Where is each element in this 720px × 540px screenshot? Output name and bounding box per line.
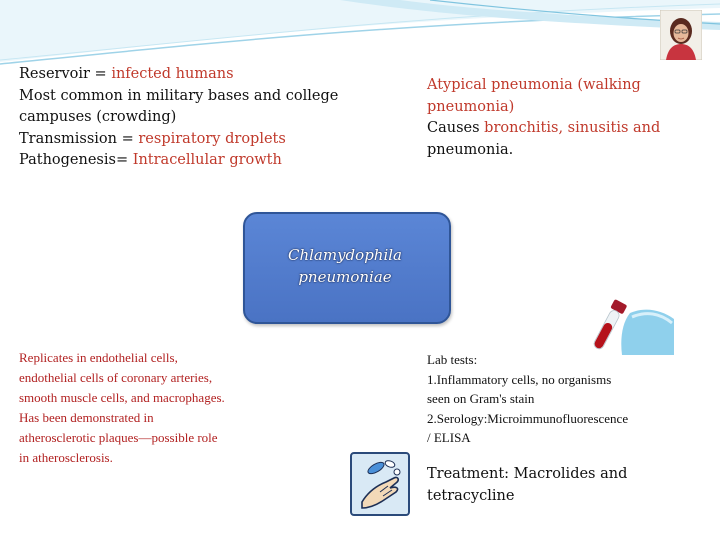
replication-block	[19, 348, 319, 468]
lab-line: seen on Gram's stain	[427, 391, 535, 406]
walking-pneumonia-line: pneumonia)	[427, 98, 515, 115]
transmission-label: Transmission =	[19, 130, 139, 147]
atypical-pneumonia-line: Atypical pneumonia (walking	[427, 77, 641, 93]
lab-line: 2.Serology:Microimmunofluorescence	[427, 410, 629, 426]
pill-hand-icon	[350, 452, 410, 516]
common-location-line: Most common in military bases and college	[19, 87, 339, 104]
pathogenesis-value: Intracellular growth	[132, 152, 282, 168]
lab-tests-block	[427, 350, 707, 448]
reservoir-transmission-block	[19, 64, 399, 172]
crowding-line: campuses (crowding)	[19, 109, 177, 125]
treatment-line: Treatment: Macrolides and	[427, 466, 628, 482]
blood-tube-icon	[560, 293, 678, 355]
transmission-value: respiratory droplets	[138, 130, 286, 147]
treatment-block	[427, 463, 707, 507]
organism-name	[243, 244, 447, 288]
lab-line: / ELISA	[427, 430, 471, 445]
replication-line: Replicates in endothelial cells,	[19, 350, 178, 365]
organism-species: pneumoniae	[298, 268, 392, 286]
replication-line: in atherosclerosis.	[19, 450, 113, 465]
pneumonia-line: pneumonia.	[427, 141, 514, 158]
reservoir-value: infected humans	[111, 66, 234, 82]
organism-genus: Chlamydophila	[287, 246, 402, 264]
causes-label: Causes	[427, 120, 485, 136]
lab-line: 1.Inflammatory cells, no organisms	[427, 371, 612, 387]
replication-line: smooth muscle cells, and macrophages.	[19, 390, 225, 405]
reservoir-label: Reservoir =	[19, 66, 112, 82]
replication-line: atherosclerotic plaques—possible role	[19, 430, 218, 445]
pathogenesis-label: Pathogenesis=	[19, 152, 133, 168]
clinical-disease-block	[427, 75, 697, 161]
treatment-line: tetracycline	[427, 488, 515, 504]
causes-value: bronchitis, sinusitis and	[484, 120, 661, 136]
presenter-photo-icon	[660, 10, 702, 60]
lab-line: Lab tests:	[427, 352, 478, 367]
replication-line: endothelial cells of coronary arteries,	[19, 370, 213, 385]
replication-line: Has been demonstrated in	[19, 410, 154, 425]
